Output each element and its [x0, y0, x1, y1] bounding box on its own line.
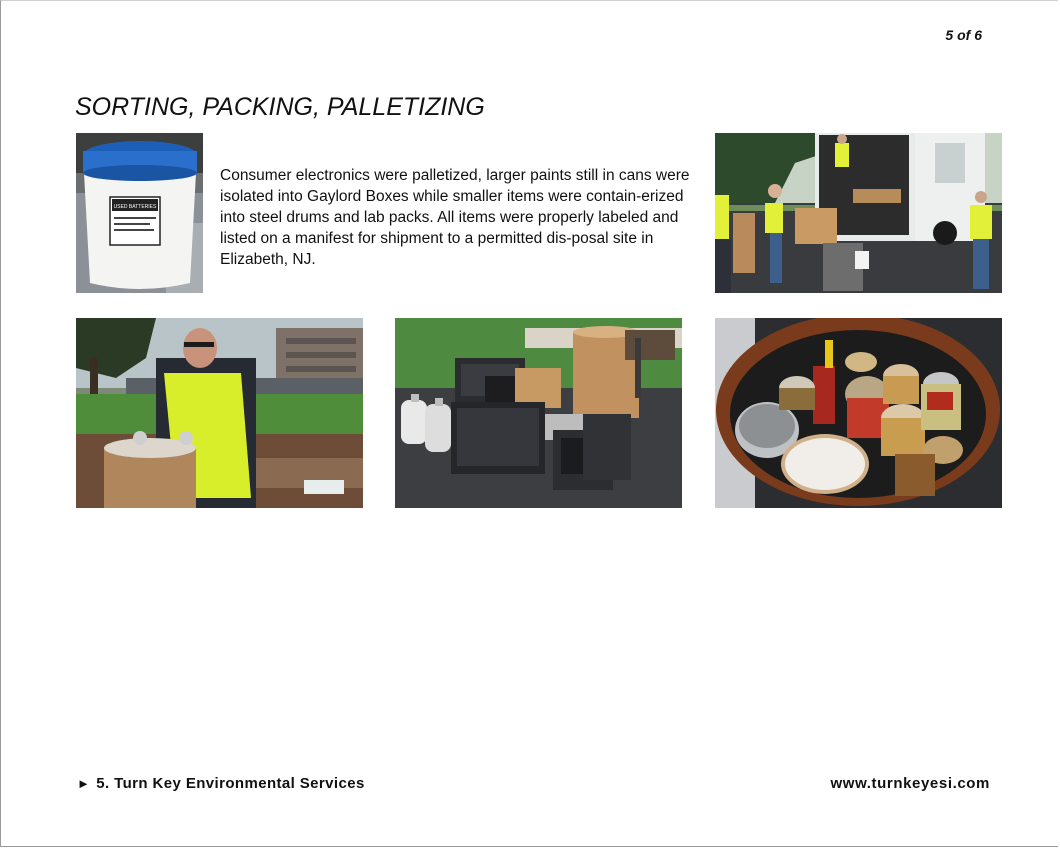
page-number: 5 of 6	[945, 27, 982, 43]
photo-worker-drum	[76, 318, 363, 508]
photo-electronics-pile	[395, 318, 682, 508]
body-paragraph: Consumer electronics were palletized, larger paints still in cans were isolated into Gaylord Boxes while smaller items were contain-erized into steel drums and lab packs. All items were properly labeled and listed on a manifest for shipment to a permitted dis-posal site in Elizabeth, NJ.	[220, 167, 690, 268]
footer-company	[77, 775, 365, 792]
footer-company-name: 5. Turn Key Environmental Services	[96, 775, 365, 792]
section-title: SORTING, PACKING, PALLETIZING	[75, 93, 485, 121]
battery-label-text: USED BATTERIES	[113, 204, 157, 210]
footer-website[interactable]: www.turnkeyesi.com	[830, 775, 990, 792]
photo-drum-paint-cans	[715, 318, 1002, 508]
footer-arrow-icon: ►	[77, 776, 91, 791]
photo-battery-bucket	[76, 133, 203, 293]
photo-truck-loading	[715, 133, 1002, 293]
